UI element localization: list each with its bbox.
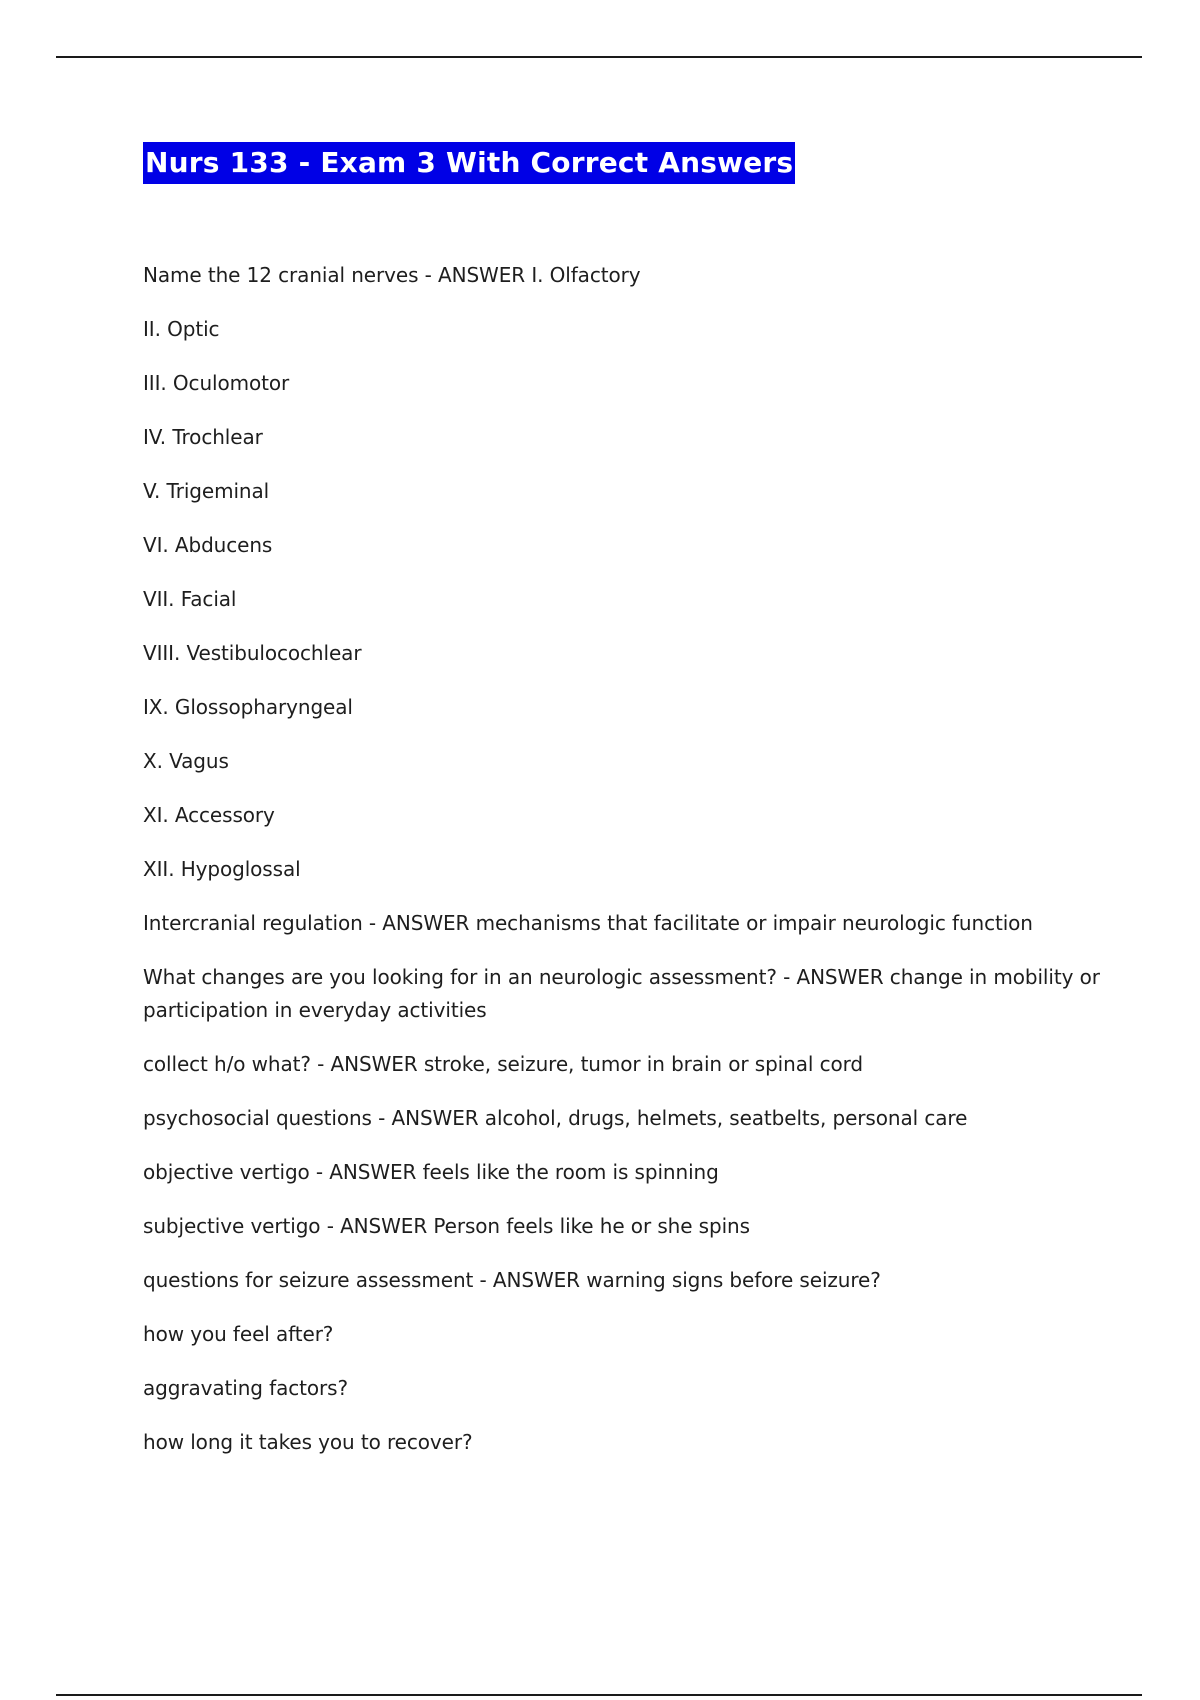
top-rule	[56, 56, 1142, 58]
qa-line: VIII. Vestibulocochlear	[143, 641, 362, 665]
qa-line: X. Vagus	[143, 749, 229, 773]
qa-line: questions for seizure assessment - ANSWER warning signs before seizure?	[143, 1268, 881, 1292]
qa-line: subjective vertigo - ANSWER Person feels like he or she spins	[143, 1214, 750, 1238]
qa-line: Intercranial regulation - ANSWER mechanisms that facilitate or impair neurologic function	[143, 911, 1033, 935]
qa-line: how long it takes you to recover?	[143, 1430, 473, 1454]
qa-line: IV. Trochlear	[143, 425, 263, 449]
qa-line: Name the 12 cranial nerves - ANSWER I. Olfactory	[143, 263, 641, 287]
qa-line: aggravating factors?	[143, 1376, 348, 1400]
qa-line: VI. Abducens	[143, 533, 273, 557]
qa-line: What changes are you looking for in an neurologic assessment? - ANSWER change in mobility or participation in everyday activities	[143, 965, 1100, 1022]
qa-line: XI. Accessory	[143, 803, 275, 827]
bottom-rule	[56, 1694, 1142, 1696]
qa-line: VII. Facial	[143, 587, 237, 611]
qa-line: collect h/o what? - ANSWER stroke, seizure, tumor in brain or spinal cord	[143, 1052, 863, 1076]
qa-line: V. Trigeminal	[143, 479, 270, 503]
qa-line: IX. Glossopharyngeal	[143, 695, 353, 719]
qa-line: III. Oculomotor	[143, 371, 290, 395]
qa-line: how you feel after?	[143, 1322, 334, 1346]
qa-line: II. Optic	[143, 317, 220, 341]
qa-line: objective vertigo - ANSWER feels like the room is spinning	[143, 1160, 719, 1184]
qa-line: psychosocial questions - ANSWER alcohol, drugs, helmets, seatbelts, personal care	[143, 1106, 968, 1130]
document-body	[143, 142, 1103, 1480]
qa-line: XII. Hypoglossal	[143, 857, 301, 881]
document-title: Nurs 133 - Exam 3 With Correct Answers	[143, 142, 795, 184]
qa-list	[143, 259, 1103, 1459]
